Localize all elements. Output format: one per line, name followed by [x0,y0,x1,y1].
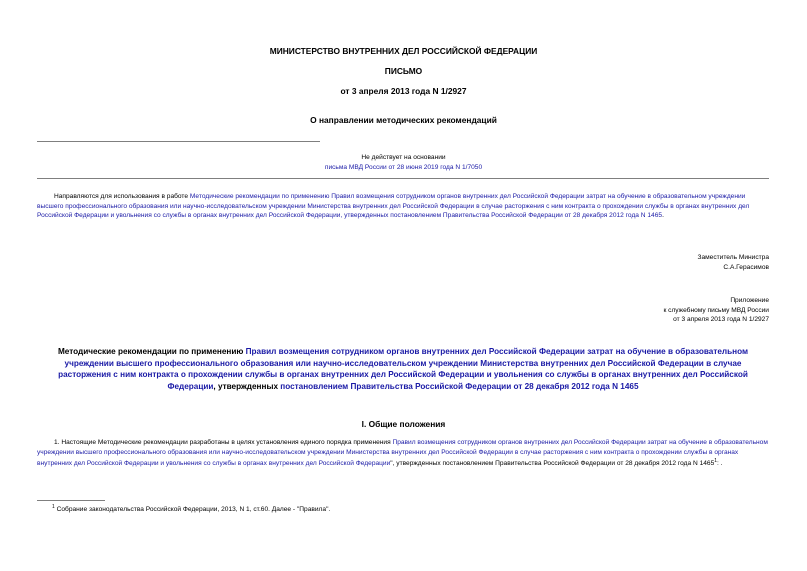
footnote-divider [37,500,105,501]
body-paragraph [37,192,769,221]
signature-block [697,253,769,272]
doc-type-heading: ПИСЬМО [384,66,423,76]
doc-subject: О направлении методических рекомендаций [310,115,497,125]
section-p1-end: : . [717,460,723,468]
ministry-heading: МИНИСТЕРСТВО ВНУТРЕННИХ ДЕЛ РОССИЙСКОЙ ФЕДЕРАЦИИ [269,46,538,56]
section-p1-middle: ", утвержденных постановлением Правительства Российской Федерации от 28 декабря 2012 года N 1465 [390,460,715,468]
section-p1-link-rules[interactable]: Правил возмещения сотрудником органов внутренних дел Российской Федерации затрат на обучение в образовательном учреждении высшего профессионального образования или научно-исследовательском учреждении Министерства внутренних дел Российской Федерации в случае расторжения с ним контракта о прохождении службы в органах внутренних дел Российской Федерации и увольнения со службы в органах внутренних дел Российской Федерации [37,439,768,468]
methodical-title-link-rules[interactable]: Правил возмещения сотрудником органов внутренних дел Российской Федерации затрат на обучение в образовательном учреждении высшего профессионального образования или научно-исследовательском учреждении Министерства внутренних дел Российской Федерации в случае расторжения с ним контракта о прохождении службы в органах внутренних дел Российской Федерации и увольнения со службы в органах внутренних дел Российской Федерации [58,347,749,391]
methodical-title-link-decree[interactable]: постановлением Правительства Российской Федерации от 28 декабря 2012 года N 1465 [280,381,639,391]
body-link-methodical-recommendations[interactable]: Методические рекомендации по применению Правил возмещения сотрудником органов внутренних дел Российской Федерации затрат на обучение в образовательном учреждении высшего профессионального образования или научно-исследовательском учреждении Министерства внутренних дел Российской Федерации в случае расторжения с ним контракта о прохождении службы в органах внутренних дел Российской Федерации и увольнения со службы в органах внутренних дел Российской Федерации, утвержденных постановлением Правительства Российской Федерации от 28 декабря 2012 года N 1465 [37,193,750,220]
section-heading: I. Общие положения [361,419,446,429]
top-divider [37,141,320,142]
status-note-text: Не действует на основании [361,154,446,161]
footnote-mark: 1 [52,504,55,510]
methodical-title-middle: , утвержденных [213,381,281,391]
body-prefix: Направляются для использования в работе [54,193,190,200]
section-paragraph-1 [37,438,769,469]
appendix-line1: Приложение [730,297,769,304]
body-suffix: . [662,212,664,220]
appendix-line2: к служебному письму МВД России [663,306,769,314]
status-note-link[interactable]: письма МВД России от 28 июня 2019 года N 1/7050 [324,164,483,171]
doc-date-number: от 3 апреля 2013 года N 1/2927 [340,86,467,96]
methodical-title-prefix: Методические рекомендации по применению [57,347,246,356]
section-p1-prefix: 1. Настоящие Методические рекомендации разработаны в целях установления единого порядка применения [54,439,393,446]
footnote [52,503,330,515]
status-divider [37,178,769,179]
appendix-line3: от 3 апреля 2013 года N 1/2927 [673,316,769,324]
footnote-text: Собрание законодательства Российской Федерации, 2013, N 1, ст.60. Далее - "Правила". [54,506,331,514]
signature-position: Заместитель Министра [697,254,769,261]
appendix-block [663,296,769,325]
methodical-title [37,346,769,392]
footnote-ref[interactable]: 1 [714,458,718,465]
signature-name: С.А.Герасимов [723,263,769,271]
